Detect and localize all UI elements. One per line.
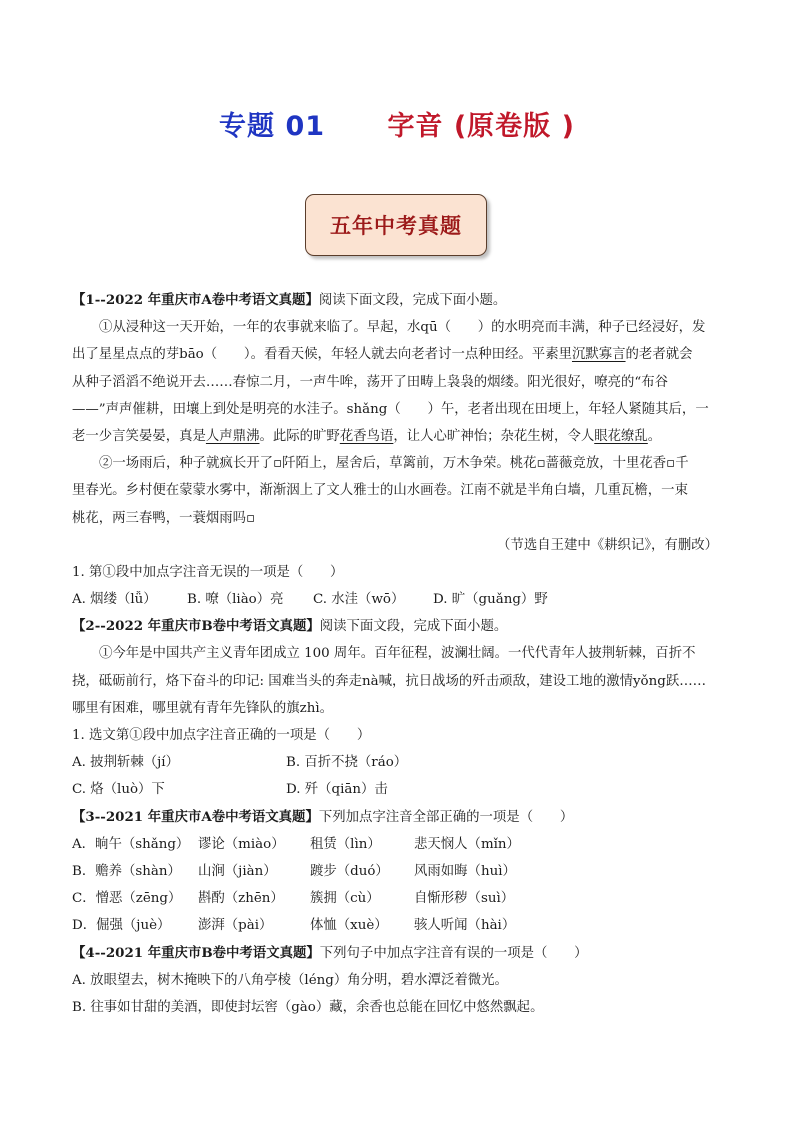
q2-option-d[interactable]: D. 歼（qiān）击 [286, 782, 388, 798]
q1-p1-line5-text: 。此际的旷野 [259, 428, 340, 444]
q4-prompt: 下列句子中加点字注音有误的一项是（ ） [319, 945, 588, 961]
q3-item: 澎湃（pài） [198, 918, 273, 934]
q1-header [72, 287, 724, 314]
q1-p1-line3: 从种子滔滔不绝说开去……春惊二月，一声牛哞，荡开了田畴上袅袅的烟缕。阳光很好，嘹亮的“布谷 [72, 374, 669, 390]
q3-option-row-c[interactable] [72, 885, 724, 912]
q3-prompt: 下列加点字注音全部正确的一项是（ ） [318, 809, 574, 825]
q2-option-c[interactable]: C. 烙（luò）下 [72, 782, 165, 798]
q3-header [72, 804, 724, 831]
q1-source: 【1--2022 年重庆市A卷中考语文真题】 [72, 292, 319, 308]
document-title [0, 104, 794, 143]
q1-prompt: 阅读下面文段，完成下面小题。 [318, 293, 507, 308]
q1-p1-line2 [72, 341, 724, 368]
q1-p2-line2: 里春光。乡村便在蒙蒙水雾中，渐渐洇上了文人雅士的山水画卷。江南不就是半角白墙，几重瓦檐，一束 [72, 483, 688, 499]
q1-option-c[interactable]: C. 水洼（wō） [313, 592, 405, 608]
q1-p1-line5 [72, 423, 724, 450]
q1-question: 1. 第①段中加点字注音无误的一项是（ ） [72, 564, 344, 580]
q1-option-d[interactable]: D. 旷（guǎng）野 [433, 592, 548, 608]
q3-item: 谬论（miào） [198, 836, 285, 852]
q3-item: 斟酌（zhēn） [198, 891, 284, 907]
q3-item: 悲天悯人（mǐn） [414, 836, 520, 852]
q3-item: 风雨如晦（huì） [414, 863, 516, 879]
q1-p1-line2-tail: 的老者就会 [625, 347, 693, 363]
q3-item: C．憎恶（zēng） [72, 891, 182, 907]
q3-item: 租赁（lìn） [310, 836, 381, 852]
q4-option-b[interactable]: B. 往事如甘甜的美酒，即使封坛窖（gào）藏，余香也总能在回忆中悠然飘起。 [72, 999, 544, 1015]
underlined-phrase: 人声鼎沸 [205, 428, 260, 444]
q1-citation: （节选自王建中《耕织记》，有删改） [497, 537, 718, 553]
q4-option-a[interactable]: A. 放眼望去，树木掩映下的八角亭棱（léng）角分明，碧水潭泛着微光。 [72, 972, 508, 988]
q2-options-cd [72, 776, 724, 803]
q2-source: 【2--2022 年重庆市B卷中考语文真题】 [72, 618, 320, 635]
q3-item: A．晌午（shǎng） [72, 836, 190, 852]
document-body [72, 287, 724, 1021]
q2-prompt: 阅读下面文段，完成下面小题。 [319, 619, 508, 635]
q3-option-row-a[interactable] [72, 831, 724, 858]
q1-option-a[interactable]: A. 烟缕（lǚ） [72, 592, 157, 608]
q2-option-b[interactable]: B. 百折不挠（ráo） [286, 755, 408, 771]
q3-option-row-d[interactable] [72, 912, 724, 939]
q2-p1-line3: 哪里有困难，哪里就有青年先锋队的旗zhì。 [72, 700, 333, 716]
q2-options-ab [72, 749, 724, 776]
underlined-phrase: 花香鸟语 [339, 428, 394, 444]
q1-p1-line5-text: 老一少言笑晏晏，真是 [72, 428, 206, 444]
section-heading: 五年中考真题 [330, 213, 462, 238]
q1-p2-line3: 桃花，两三春鸭，一蓑烟雨吗▫ [72, 510, 256, 526]
q2-p1-line1: ①今年是中国共产主义青年团成立 100 周年。百年征程，波澜壮阔。一代代青年人披荆斩棘，百折不 [99, 646, 696, 662]
q3-option-row-b[interactable] [72, 858, 724, 885]
underlined-phrase: 沉默寡言 [571, 347, 626, 363]
q4-header [72, 940, 724, 967]
q2-header [72, 613, 724, 640]
q3-item: 体恤（xuè） [310, 918, 388, 934]
q1-p1-line4: ——”声声催耕，田壤上到处是明亮的水洼子。shǎng（ ）午，老者出现在田埂上，年轻人紧随其后，一 [72, 401, 709, 417]
underlined-phrase: 眼花缭乱 [594, 428, 648, 444]
q3-item: 簇拥（cù） [310, 891, 380, 907]
q1-p1-line5-text: ，让人心旷神怡；杂花生树，令人 [393, 428, 595, 444]
title-topic-number: 专题 01 [219, 111, 326, 142]
q1-p1-line1: ①从浸种这一天开始，一年的农事就来临了。早起，水qū（ ）的水明亮而丰满，种子已经浸好，发 [99, 320, 706, 336]
q1-options [72, 586, 724, 613]
q1-p1-line5-text: 。 [647, 428, 662, 444]
title-edition: (原卷版 ) [453, 111, 575, 142]
q2-option-a[interactable]: A. 披荆斩棘（jí） [72, 755, 179, 771]
section-heading-box [305, 194, 487, 256]
q3-source: 【3--2021 年重庆市A卷中考语文真题】 [72, 808, 319, 825]
q2-p1-line2: 挠，砥砺前行，烙下奋斗的印记: 国难当头的奔走nà喊，抗日战场的歼击顽敌，建设工地的激情yǒng跃…… [72, 673, 706, 689]
q1-option-b[interactable]: B. 嘹（liào）亮 [187, 592, 284, 608]
q3-item: 骇人听闻（hài） [414, 918, 516, 934]
q1-p2-line1: ②一场雨后，种子就疯长开了▫阡陌上，屋舍后，草篱前，万木争荣。桃花▫蔷薇竞放，十里花香▫千 [99, 456, 689, 472]
q3-item: B．赡养（shàn） [72, 863, 181, 879]
q3-item: 踱步（duó） [310, 863, 389, 879]
q3-item: 山涧（jiàn） [198, 863, 277, 879]
title-topic-name: 字音 [387, 111, 444, 142]
q4-source: 【4--2021 年重庆市B卷中考语文真题】 [72, 944, 320, 961]
q1-p1-line2-text: 出了星星点点的芽bāo（ ）。看看天候，年轻人就去向老者讨一点种田经。平素里 [72, 347, 572, 363]
q3-item: D．倔强（juè） [72, 918, 171, 934]
q3-item: 自惭形秽（suì） [414, 891, 515, 907]
q2-question: 1. 选文第①段中加点字注音正确的一项是（ ） [72, 728, 371, 743]
